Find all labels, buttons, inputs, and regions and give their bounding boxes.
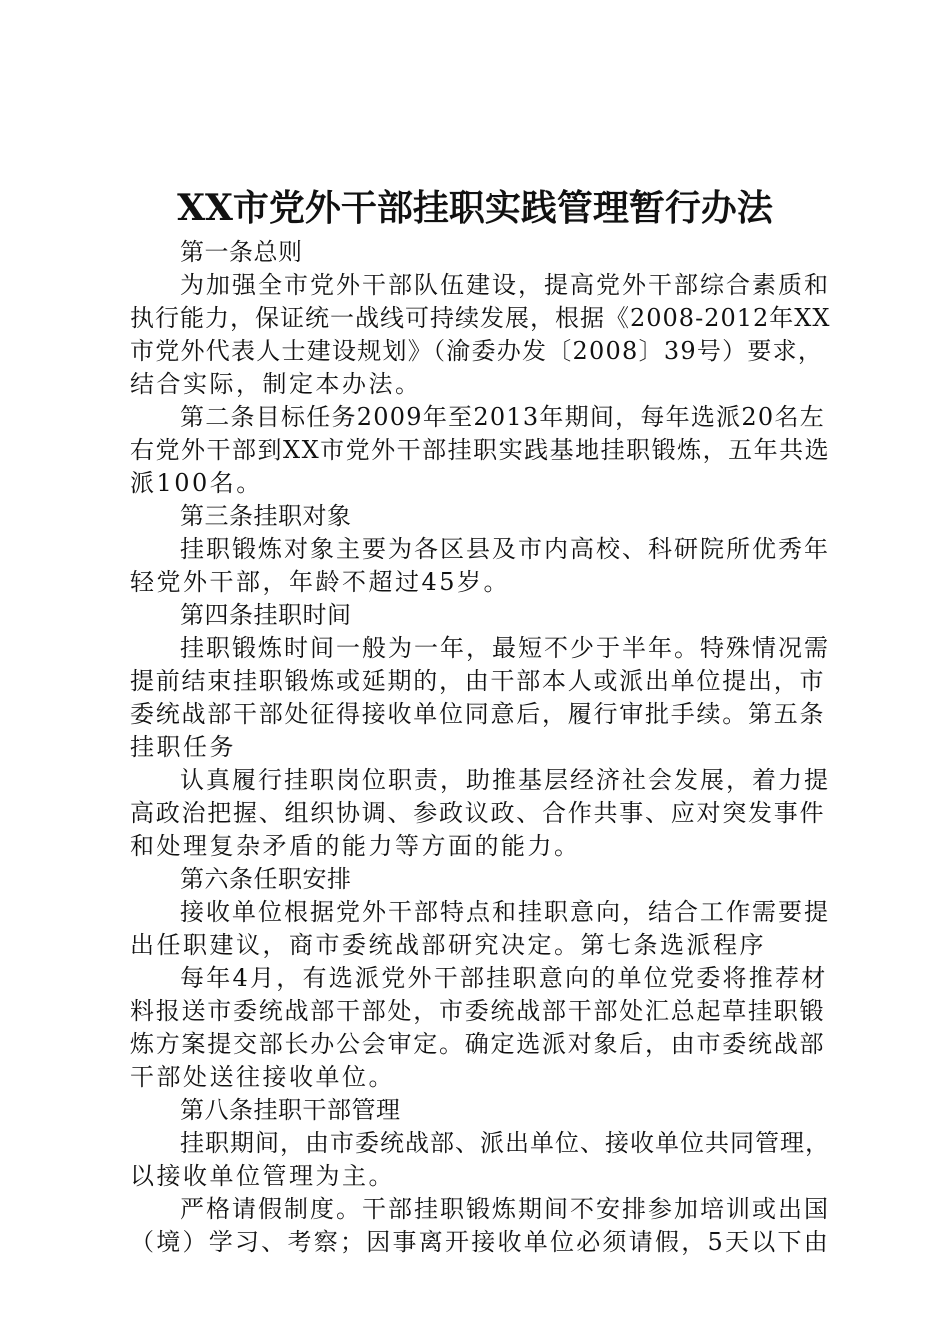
paragraph-line: 出任职建议，商市委统战部研究决定。第七条选派程序 <box>130 931 766 959</box>
article-heading: 第六条任职安排 <box>180 865 352 893</box>
paragraph-line: 执行能力，保证统一战线可持续发展，根据《2008-2012年XX <box>130 304 831 332</box>
paragraph-line: 严格请假制度。干部挂职锻炼期间不安排参加培训或出国 <box>180 1195 830 1223</box>
paragraph-line: 挂职锻炼对象主要为各区县及市内高校、科研院所优秀年 <box>180 535 830 563</box>
paragraph-line: 接收单位根据党外干部特点和挂职意向，结合工作需要提 <box>180 898 830 926</box>
article-heading: 第三条挂职对象 <box>180 502 352 530</box>
document-title: XX市党外干部挂职实践管理暂行办法 <box>177 187 773 229</box>
paragraph-line: 委统战部干部处征得接收单位同意后，履行审批手续。第五条 <box>130 700 826 728</box>
article-heading: 第四条挂职时间 <box>180 601 352 629</box>
paragraph-line: 挂职锻炼时间一般为一年，最短不少于半年。特殊情况需 <box>180 634 830 662</box>
paragraph-line: 市党外代表人士建设规划》（渝委办发〔2008〕39号）要求， <box>130 337 824 365</box>
paragraph-line: 高政治把握、组织协调、参政议政、合作共事、应对突发事件 <box>130 799 826 827</box>
article-heading: 第八条挂职干部管理 <box>180 1096 401 1124</box>
paragraph-line: 提前结束挂职锻炼或延期的，由干部本人或派出单位提出，市 <box>130 667 826 695</box>
paragraph-line: 干部处送往接收单位。 <box>130 1063 395 1091</box>
paragraph-line: 右党外干部到XX市党外干部挂职实践基地挂职锻炼，五年共选 <box>130 436 831 464</box>
article-heading: 第一条总则 <box>180 238 303 266</box>
paragraph-line: 轻党外干部，年龄不超过45岁。 <box>130 568 511 596</box>
paragraph-line: 挂职期间，由市委统战部、派出单位、接收单位共同管理， <box>180 1129 830 1157</box>
paragraph-line: 派100名。 <box>130 469 263 497</box>
paragraph-line: 以接收单位管理为主。 <box>130 1162 395 1190</box>
paragraph-line: 第二条目标任务2009年至2013年期间，每年选派20名左 <box>180 403 825 431</box>
document-body <box>130 236 830 1259</box>
paragraph-line: （境）学习、考察；因事离开接收单位必须请假，5天以下由 <box>130 1228 831 1256</box>
paragraph-line: 和处理复杂矛盾的能力等方面的能力。 <box>130 832 581 860</box>
paragraph-line: 认真履行挂职岗位职责，助推基层经济社会发展，着力提 <box>180 766 830 794</box>
paragraph-line: 为加强全市党外干部队伍建设，提高党外干部综合素质和 <box>180 271 830 299</box>
paragraph-line: 挂职任务 <box>130 733 236 761</box>
paragraph-line: 炼方案提交部长办公会审定。确定选派对象后，由市委统战部 <box>130 1030 826 1058</box>
paragraph-line: 每年4月，有选派党外干部挂职意向的单位党委将推荐材 <box>180 964 828 992</box>
paragraph-line: 料报送市委统战部干部处，市委统战部干部处汇总起草挂职锻 <box>130 997 826 1025</box>
paragraph-line: 结合实际，制定本办法。 <box>130 370 422 398</box>
